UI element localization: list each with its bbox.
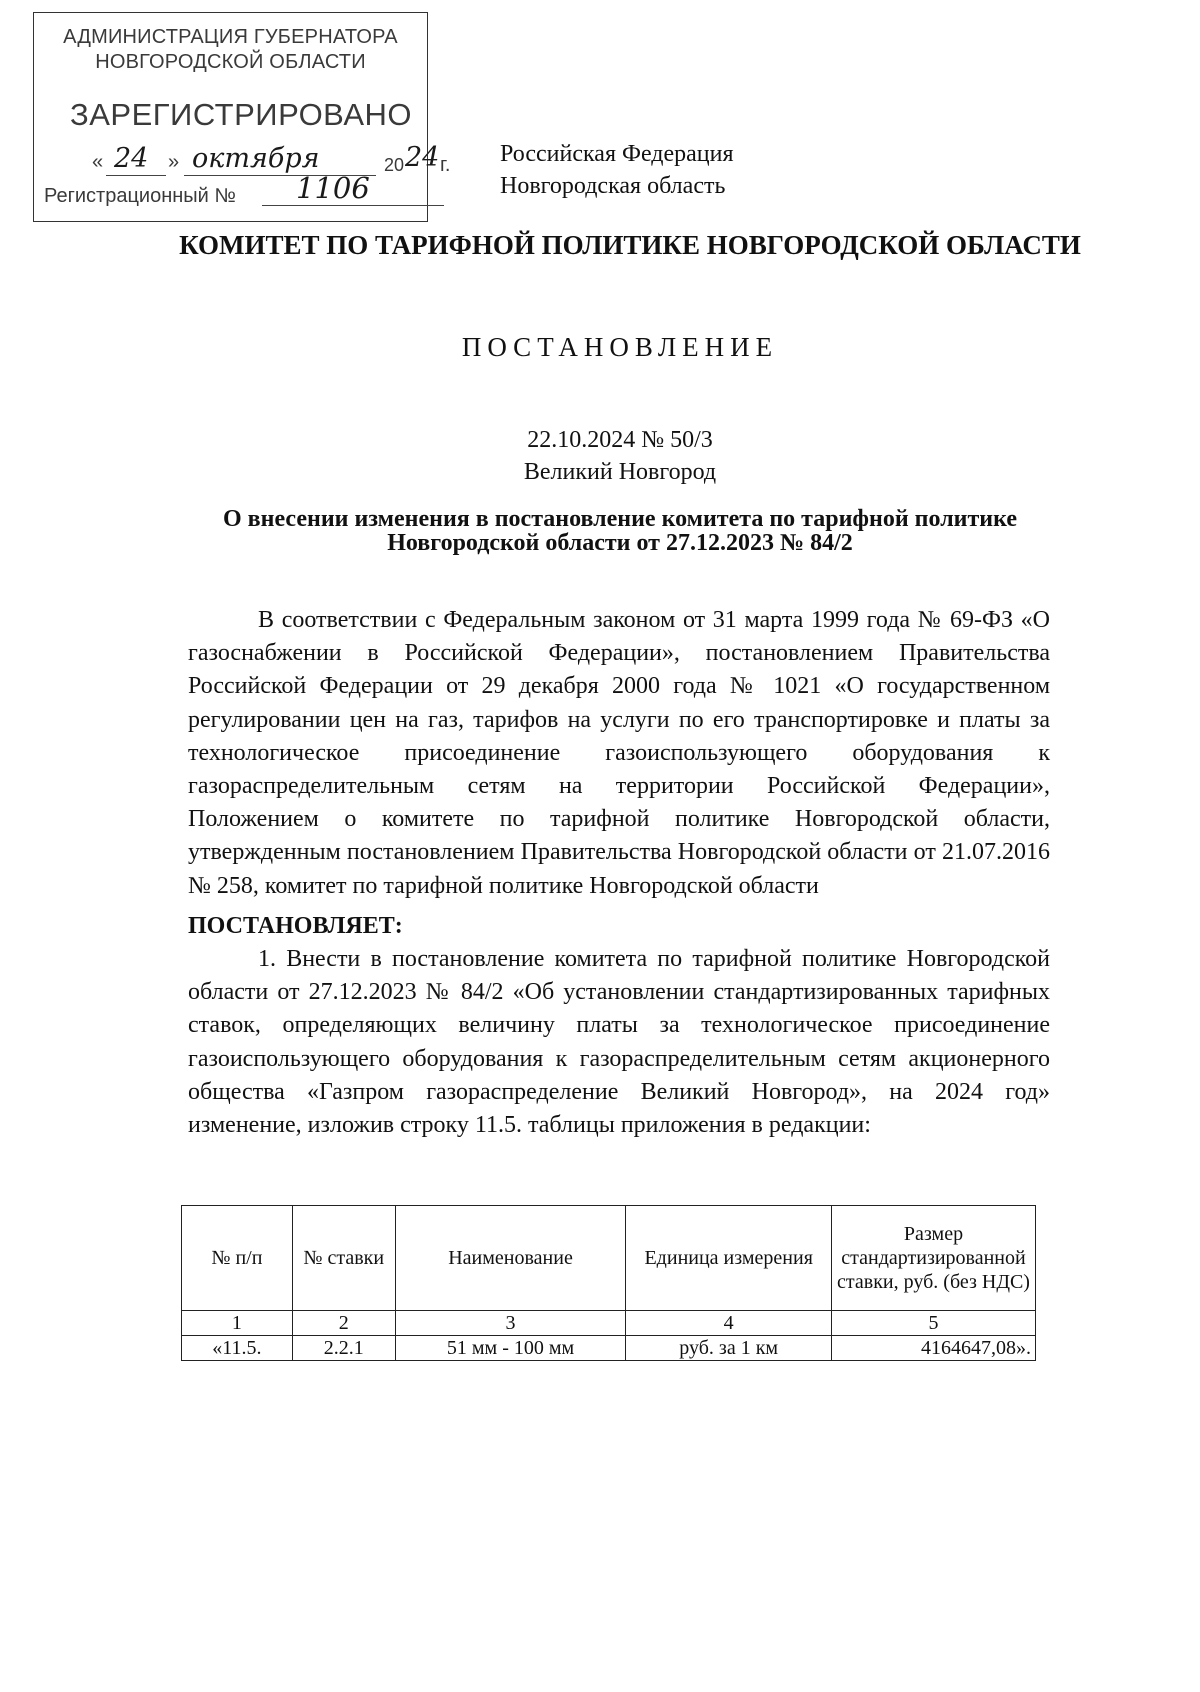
subject-line-1: О внесении изменения в постановление комитета по тарифной политике — [223, 506, 1017, 532]
committee-name: КОМИТЕТ ПО ТАРИФНОЙ ПОЛИТИКЕ НОВГОРОДСКОЙ ОБЛАСТИ — [179, 230, 1081, 260]
stamp-year-prefix: 20 — [384, 155, 405, 175]
stamp-year-handwritten: 24 — [405, 142, 440, 173]
stamp-quote-close: » — [168, 151, 180, 173]
stamp-org-line1: АДМИНИСТРАЦИЯ ГУБЕРНАТОРА — [63, 26, 398, 48]
stamp-month-handwritten: октября — [192, 143, 320, 174]
subject-line-2: Новгородской области от 27.12.2023 № 84/2 — [387, 530, 853, 556]
table-cell-name: 51 мм - 100 мм — [395, 1336, 626, 1361]
table-header-row — [182, 1206, 1036, 1311]
table-column-number: 1 — [182, 1311, 293, 1336]
table-header-cell: Размер стандартизированной ставки, руб. (без НДС) — [832, 1206, 1036, 1311]
table-cell-unit: руб. за 1 км — [626, 1336, 832, 1361]
item-1-paragraph: 1. Внести в постановление комитета по тарифной политике Новгородской области от 27.12.2023 № 84/2 «Об установлении стандартизированных тарифных ставок, определяющих величину платы за технологическое присоединение газоиспользующего оборудования к газораспределительным сетям акционерного общества «Газпром газораспределение Великий Новгород», на 2024 год» изменение, изложив строку 11.5. таблицы приложения в редакции: — [188, 946, 1050, 1139]
table-row — [182, 1336, 1036, 1361]
preamble-paragraph: В соответствии с Федеральным законом от 31 марта 1999 года № 69-ФЗ «О газоснабжении в Российской Федерации», постановлением Правительства Российской Федерации от 29 декабря 2000 года № 1021 «О государственном регулировании цен на газ, тарифов на услуги по его транспортировке и платы за технологическое присоединение газоиспользующего оборудования к газораспределительным сетям на территории Российской Федерации», Положением о комитете по тарифной политике Новгородской области, утвержденным постановлением Правительства Новгородской области от 21.07.2016 № 258, комитет по тарифной политике Новгородской области — [188, 607, 1050, 899]
stamp-day-handwritten: 24 — [114, 143, 149, 174]
decree-word: ПОСТАНОВЛЯЕТ: — [188, 913, 403, 939]
stamp-date — [92, 142, 451, 179]
stamp-organization — [34, 25, 427, 75]
stamp-reg-label: Регистрационный № — [44, 185, 236, 207]
document-place: Великий Новгород — [523, 459, 717, 485]
rates-table — [181, 1205, 1036, 1361]
stamp-title: ЗАРЕГИСТРИРОВАНО — [70, 97, 413, 132]
table-column-numbers-row — [182, 1311, 1036, 1336]
stamp-day-line — [106, 175, 166, 176]
country-name: Российская Федерация — [500, 141, 734, 167]
table-cell-item-number: «11.5. — [182, 1336, 293, 1361]
document-date-number: 22.10.2024 № 50/3 — [527, 427, 713, 453]
table-column-number: 3 — [395, 1311, 626, 1336]
date-place-block — [0, 424, 1200, 488]
stamp-org-line2: НОВГОРОДСКОЙ ОБЛАСТИ — [95, 51, 366, 73]
stamp-year-unit: г. — [440, 154, 451, 176]
registration-stamp — [33, 12, 451, 222]
table-column-number: 5 — [832, 1311, 1036, 1336]
table-header-cell: № ставки — [292, 1206, 395, 1311]
stamp-quote-open: « — [92, 151, 104, 173]
table-column-number: 4 — [626, 1311, 832, 1336]
table-header-cell: № п/п — [182, 1206, 293, 1311]
stamp-reg-number-handwritten: 1106 — [296, 171, 370, 205]
stamp-reg-line — [262, 205, 444, 206]
document-type: ПОСТАНОВЛЕНИЕ — [461, 332, 779, 362]
table-header-cell: Единица измерения — [626, 1206, 832, 1311]
issuer-block — [500, 138, 734, 202]
table-column-number: 2 — [292, 1311, 395, 1336]
table-header-cell: Наименование — [395, 1206, 626, 1311]
region-name: Новгородская область — [500, 173, 726, 199]
document-subject — [180, 507, 1060, 555]
table-cell-rate-number: 2.2.1 — [292, 1336, 395, 1361]
table-cell-rate-value: 4164647,08». — [832, 1336, 1036, 1361]
